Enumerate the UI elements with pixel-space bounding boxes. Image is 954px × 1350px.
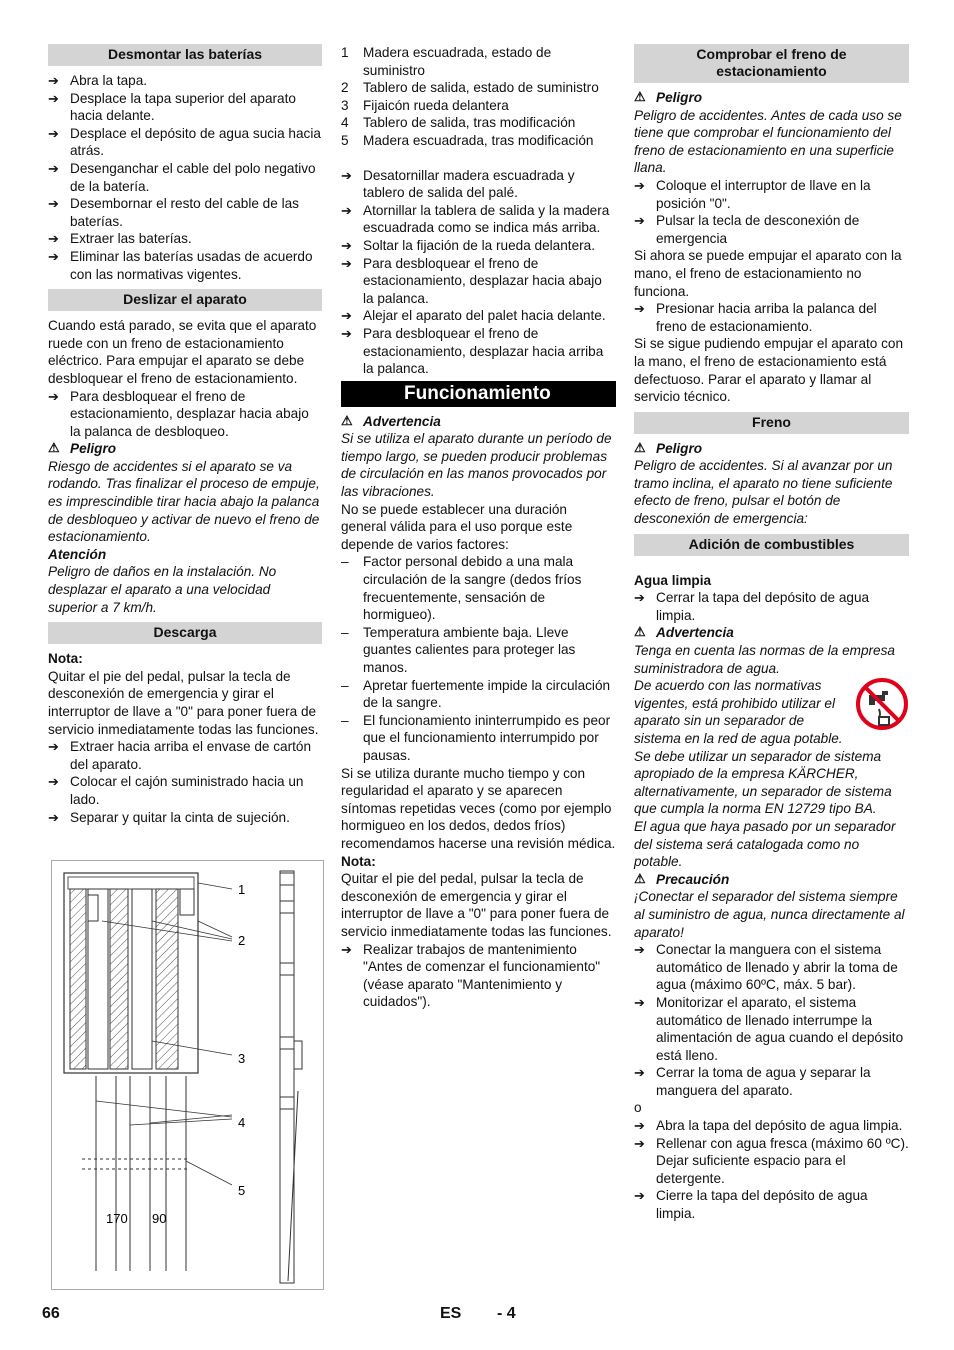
- paragraph: Si se utiliza durante mucho tiempo y con regularidad el aparato y se aparecen síntomas repetidas veces (como por ejemplo hormigueo en los dedos, dedos fríos) recomendamos hacerse una revisión médica.: [341, 765, 616, 851]
- item-text: Abra la tapa.: [70, 73, 148, 88]
- item-text: Tablero de salida, estado de suministro: [363, 80, 599, 96]
- arrow-icon: ➔: [48, 160, 59, 176]
- step-item: [48, 195, 322, 230]
- warning-label: ⚠ Peligro: [634, 439, 703, 456]
- column-2: [341, 44, 616, 1011]
- item-text: Abra la tapa del depósito de agua limpia.: [656, 1118, 903, 1134]
- legend-item: [341, 114, 616, 132]
- step-list: [48, 738, 322, 826]
- item-text: Madera escuadrada, estado de suministro: [363, 45, 552, 78]
- or-separator: o: [634, 1100, 642, 1116]
- item-text: Alejar el aparato del palet hacia delante.: [363, 308, 606, 324]
- arrow-icon: ➔: [634, 1118, 645, 1134]
- warning-label: ⚠ Peligro: [48, 440, 117, 457]
- note-label: Nota:: [48, 651, 83, 667]
- figure-label: 2: [238, 933, 246, 948]
- step-item: [634, 941, 909, 994]
- step-item: [634, 1064, 909, 1099]
- step-item: [341, 237, 616, 255]
- step-list: [48, 72, 322, 283]
- step-item: [634, 994, 909, 1064]
- step-item: [48, 773, 322, 808]
- factor-item: [341, 677, 616, 712]
- warning-label: ⚠ Peligro: [634, 89, 703, 105]
- arrow-icon: ➔: [634, 213, 645, 229]
- section-header: Freno: [634, 412, 909, 434]
- factor-item: [341, 553, 616, 623]
- step-item: [48, 125, 322, 160]
- legend-item: [341, 79, 616, 97]
- arrow-icon: ➔: [634, 177, 645, 193]
- dimension-label: 170: [106, 1211, 128, 1226]
- warning-label: ⚠ Advertencia: [634, 624, 734, 641]
- arrow-icon: ➔: [48, 196, 59, 212]
- section-page: - 4: [497, 1305, 516, 1322]
- arrow-icon: ➔: [634, 301, 645, 317]
- step-item: [48, 230, 322, 248]
- item-text: Soltar la fijación de la rueda delantera.: [363, 237, 595, 253]
- pallet-drawing: [52, 861, 323, 1289]
- dash-bullet: –: [341, 712, 349, 728]
- chapter-title: Funcionamiento: [341, 381, 616, 407]
- subsection-title: Agua limpia: [634, 572, 712, 588]
- note-text: Quitar el pie del pedal, pulsar la tecla de desconexión de emergencia y girar el interruptor de llave a "0" para poner fuera de servicio inmediatamente todas las funciones.: [341, 871, 612, 939]
- attention-label: Atención: [48, 546, 107, 562]
- section-header: Comprobar el freno de estacionamiento: [634, 44, 909, 83]
- item-text: Desplace el depósito de agua sucia hacia atrás.: [70, 125, 321, 159]
- page-number: 66: [42, 1305, 60, 1322]
- figure-label: 4: [238, 1115, 246, 1130]
- arrow-icon: ➔: [341, 308, 352, 324]
- step-item: [48, 738, 322, 773]
- item-text: Para desbloquear el freno de estacionamiento, desplazar hacia abajo la palanca.: [363, 255, 602, 306]
- column-3: [634, 44, 909, 1223]
- item-text: Cerrar la toma de agua y separar la manguera del aparato.: [656, 1065, 871, 1098]
- warning-text: Riesgo de accidentes si el aparato se va rodando. Tras finalizar el proceso de empuje, es imprescindible tirar hacia abajo la palanca de desbloqueo y activar de nuevo el freno de estacionamiento.: [48, 458, 320, 545]
- legend-number: 2: [341, 80, 349, 96]
- item-text: Madera escuadrada, tras modificación: [363, 132, 594, 148]
- arrow-icon: ➔: [341, 167, 352, 183]
- step-list: [341, 167, 616, 378]
- step-item: [341, 202, 616, 237]
- step-item: [634, 1187, 909, 1222]
- step-list: [634, 177, 909, 247]
- legend-number: 5: [341, 132, 349, 148]
- arrow-icon: ➔: [634, 1188, 645, 1204]
- item-text: Conectar la manguera con el sistema automático de llenado y abrir la toma de agua (máximo 60ºC, máx. 5 bar).: [656, 942, 898, 993]
- arrow-icon: ➔: [48, 125, 59, 141]
- arrow-icon: ➔: [341, 325, 352, 341]
- legend-item: [341, 132, 616, 150]
- legend-number: 3: [341, 97, 349, 113]
- note-text: Quitar el pie del pedal, pulsar la tecla de desconexión de emergencia y girar el interruptor de llave a "0" para poner fuera de servicio inmediatamente todas las funciones.: [48, 668, 319, 737]
- item-text: Temperatura ambiente baja. Lleve guantes calientes para proteger las manos.: [363, 624, 576, 675]
- arrow-icon: ➔: [48, 231, 59, 247]
- step-item: ➔ Para desbloquear el freno de estacionamiento, desplazar hacia abajo la palanca de desbloqueo.: [48, 388, 309, 439]
- step-item: [48, 248, 322, 283]
- step-item: [634, 212, 909, 247]
- factor-item: [341, 624, 616, 677]
- step-item: [634, 177, 909, 212]
- dimension-label: 90: [152, 1211, 167, 1226]
- legend-item: [341, 44, 616, 79]
- dash-bullet: –: [341, 554, 349, 570]
- arrow-icon: ➔: [634, 590, 645, 606]
- legend-number: 1: [341, 45, 349, 60]
- step-item: [341, 255, 616, 308]
- warning-triangle-icon: ⚠: [341, 412, 353, 428]
- item-text: Desenganchar el cable del polo negativo de la batería.: [70, 160, 316, 194]
- step-item: ➔ Presionar hacia arriba la palanca del freno de estacionamiento.: [634, 301, 877, 334]
- legend-number: 4: [341, 115, 349, 131]
- step-item: [48, 809, 322, 827]
- warning-text: De acuerdo con las normativas vigentes, está prohibido utilizar el aparato sin un separador de sistema en la red de agua potable. Se debe utilizar un separador de sistema apropiado de la empresa KÄRCHER, alternativamente, un separador de sistema que cumpla la norma EN 12729 tipo BA.: [634, 677, 909, 818]
- arrow-icon: ➔: [634, 1065, 645, 1081]
- warning-triangle-icon: ⚠: [634, 870, 646, 886]
- step-item: ➔ Cerrar la tapa del depósito de agua limpia.: [634, 590, 870, 623]
- section-header: Adición de combustibles: [634, 534, 909, 556]
- arrow-icon: ➔: [341, 255, 352, 271]
- item-text: Cierre la tapa del depósito de agua limpia.: [656, 1188, 868, 1222]
- warning-triangle-icon: ⚠: [634, 439, 646, 455]
- figure-legend: [341, 44, 616, 150]
- step-item: [634, 1135, 909, 1188]
- arrow-icon: ➔: [634, 994, 645, 1010]
- paragraph: Si ahora se puede empujar el aparato con la mano, el freno de estacionamiento no funciona.: [634, 248, 902, 299]
- arrow-icon: ➔: [341, 202, 352, 218]
- pallet-diagram: [51, 860, 324, 1290]
- attention-text: Peligro de daños en la instalación. No desplazar el aparato a una velocidad superior a 7 km/h.: [48, 564, 277, 615]
- item-text: Atornillar la tablera de salida y la madera escuadrada como se indica más arriba.: [363, 202, 610, 236]
- arrow-icon: ➔: [48, 248, 59, 264]
- factor-list: [341, 553, 616, 764]
- item-text: Coloque el interruptor de llave en la posición "0".: [656, 177, 871, 211]
- arrow-icon: ➔: [341, 941, 352, 957]
- item-text: Pulsar la tecla de desconexión de emergencia: [656, 213, 860, 246]
- item-text: Extraer hacia arriba el envase de cartón del aparato.: [70, 739, 312, 772]
- item-text: Para desbloquear el freno de estacionamiento, desplazar hacia arriba la palanca.: [363, 325, 604, 377]
- item-text: El funcionamiento ininterrumpido es peor que el funcionamiento interrumpido por pausas.: [363, 712, 611, 763]
- item-text: Apretar fuertemente impide la circulación de la sangre.: [363, 677, 611, 711]
- arrow-icon: ➔: [48, 809, 59, 825]
- item-text: Colocar el cajón suministrado hacia un lado.: [70, 774, 304, 807]
- step-item: ➔ Realizar trabajos de mantenimiento "Antes de comenzar el funcionamiento" (véase aparato "Mantenimiento y cuidados").: [341, 941, 601, 1010]
- item-text: Monitorizar el aparato, el sistema automático de llenado interrumpe la alimentación de agua cuando el depósito está lleno.: [656, 994, 904, 1063]
- step-list: [634, 1117, 909, 1223]
- language-code: ES: [440, 1305, 462, 1322]
- paragraph: Cuando está parado, se evita que el aparato ruede con un freno de estacionamiento eléctrico. Para empujar el aparato se debe desbloquear el freno de estacionamiento.: [48, 318, 317, 386]
- step-item: [341, 167, 616, 202]
- arrow-icon: ➔: [48, 90, 59, 106]
- item-text: Separar y quitar la cinta de sujeción.: [70, 809, 290, 825]
- item-text: Eliminar las baterías usadas de acuerdo con las normativas vigentes.: [70, 248, 313, 282]
- warning-text: Peligro de accidentes. Si al avanzar por un tramo inclina, el aparato no tiene suficiente efecto de freno, pulsar el botón de desconexión de emergencia:: [634, 458, 893, 527]
- warning-triangle-icon: ⚠: [634, 624, 646, 640]
- arrow-icon: ➔: [634, 1135, 645, 1151]
- paragraph: No se puede establecer una duración general válida para el uso porque este depende de varios factores:: [341, 501, 573, 552]
- arrow-icon: ➔: [48, 388, 59, 404]
- warning-text: El agua que haya pasado por un separador del sistema será catalogada como no potable.: [634, 818, 896, 870]
- arrow-icon: ➔: [48, 739, 59, 755]
- warning-text: Si se utiliza el aparato durante un período de tiempo largo, se pueden producir problemas de circulación en las manos provocados por las vibraciones.: [341, 431, 612, 500]
- arrow-icon: ➔: [341, 237, 352, 253]
- arrow-icon: ➔: [48, 73, 59, 88]
- legend-item: [341, 97, 616, 115]
- step-item: [48, 160, 322, 195]
- caution-text: ¡Conectar el separador del sistema siempre al suministro de agua, nunca directamente al aparato!: [634, 889, 905, 940]
- factor-item: [341, 712, 616, 765]
- item-text: Fijaicón rueda delantera: [363, 97, 509, 113]
- step-list: [634, 941, 909, 1099]
- section-header: Descarga: [48, 622, 322, 644]
- item-text: Desembornar el resto del cable de las baterías.: [70, 196, 299, 229]
- warning-triangle-icon: ⚠: [48, 440, 60, 456]
- paragraph: Si se sigue pudiendo empujar el aparato con la mano, el freno de estacionamiento está defectuoso. Parar el aparato y llamar al servicio técnico.: [634, 336, 904, 405]
- dash-bullet: –: [341, 677, 349, 693]
- step-item: [48, 72, 322, 90]
- dash-bullet: –: [341, 624, 349, 640]
- warning-text: Peligro de accidentes. Antes de cada uso se tiene que comprobar el funcionamiento del freno de estacionamiento en una superficie llana.: [634, 107, 902, 176]
- item-text: Desplace la tapa superior del aparato hacia delante.: [70, 90, 296, 124]
- item-text: Extraer las baterías.: [70, 231, 192, 247]
- arrow-icon: ➔: [634, 942, 645, 958]
- section-header: Deslizar el aparato: [48, 289, 322, 311]
- warning-text: Tenga en cuenta las normas de la empresa suministradora de agua.: [634, 643, 895, 676]
- no-drinking-water-icon: [855, 677, 909, 731]
- section-header: Desmontar las baterías: [48, 44, 322, 66]
- item-text: Tablero de salida, tras modificación: [363, 115, 576, 131]
- step-item: [341, 325, 616, 378]
- item-text: Rellenar con agua fresca (máximo 60 ºC). Dejar suficiente espacio para el detergente.: [656, 1135, 909, 1186]
- figure-label: 1: [238, 882, 246, 897]
- figure-label: 3: [238, 1051, 246, 1066]
- step-item: [341, 307, 616, 325]
- arrow-icon: ➔: [48, 774, 59, 790]
- step-item: [634, 1117, 909, 1135]
- item-text: Desatornillar madera escuadrada y tablero de salida del palé.: [363, 167, 575, 201]
- step-item: [48, 90, 322, 125]
- caution-label: ⚠ Precaución: [634, 870, 730, 887]
- warning-triangle-icon: ⚠: [634, 89, 646, 104]
- column-1: [48, 44, 322, 826]
- figure-label: 5: [238, 1183, 246, 1198]
- item-text: Factor personal debido a una mala circulación de la sangre (dedos fríos frecuentemente, sensación de hormigueo).: [363, 554, 582, 623]
- warning-label: ⚠ Advertencia: [341, 412, 441, 429]
- note-label: Nota:: [341, 853, 376, 869]
